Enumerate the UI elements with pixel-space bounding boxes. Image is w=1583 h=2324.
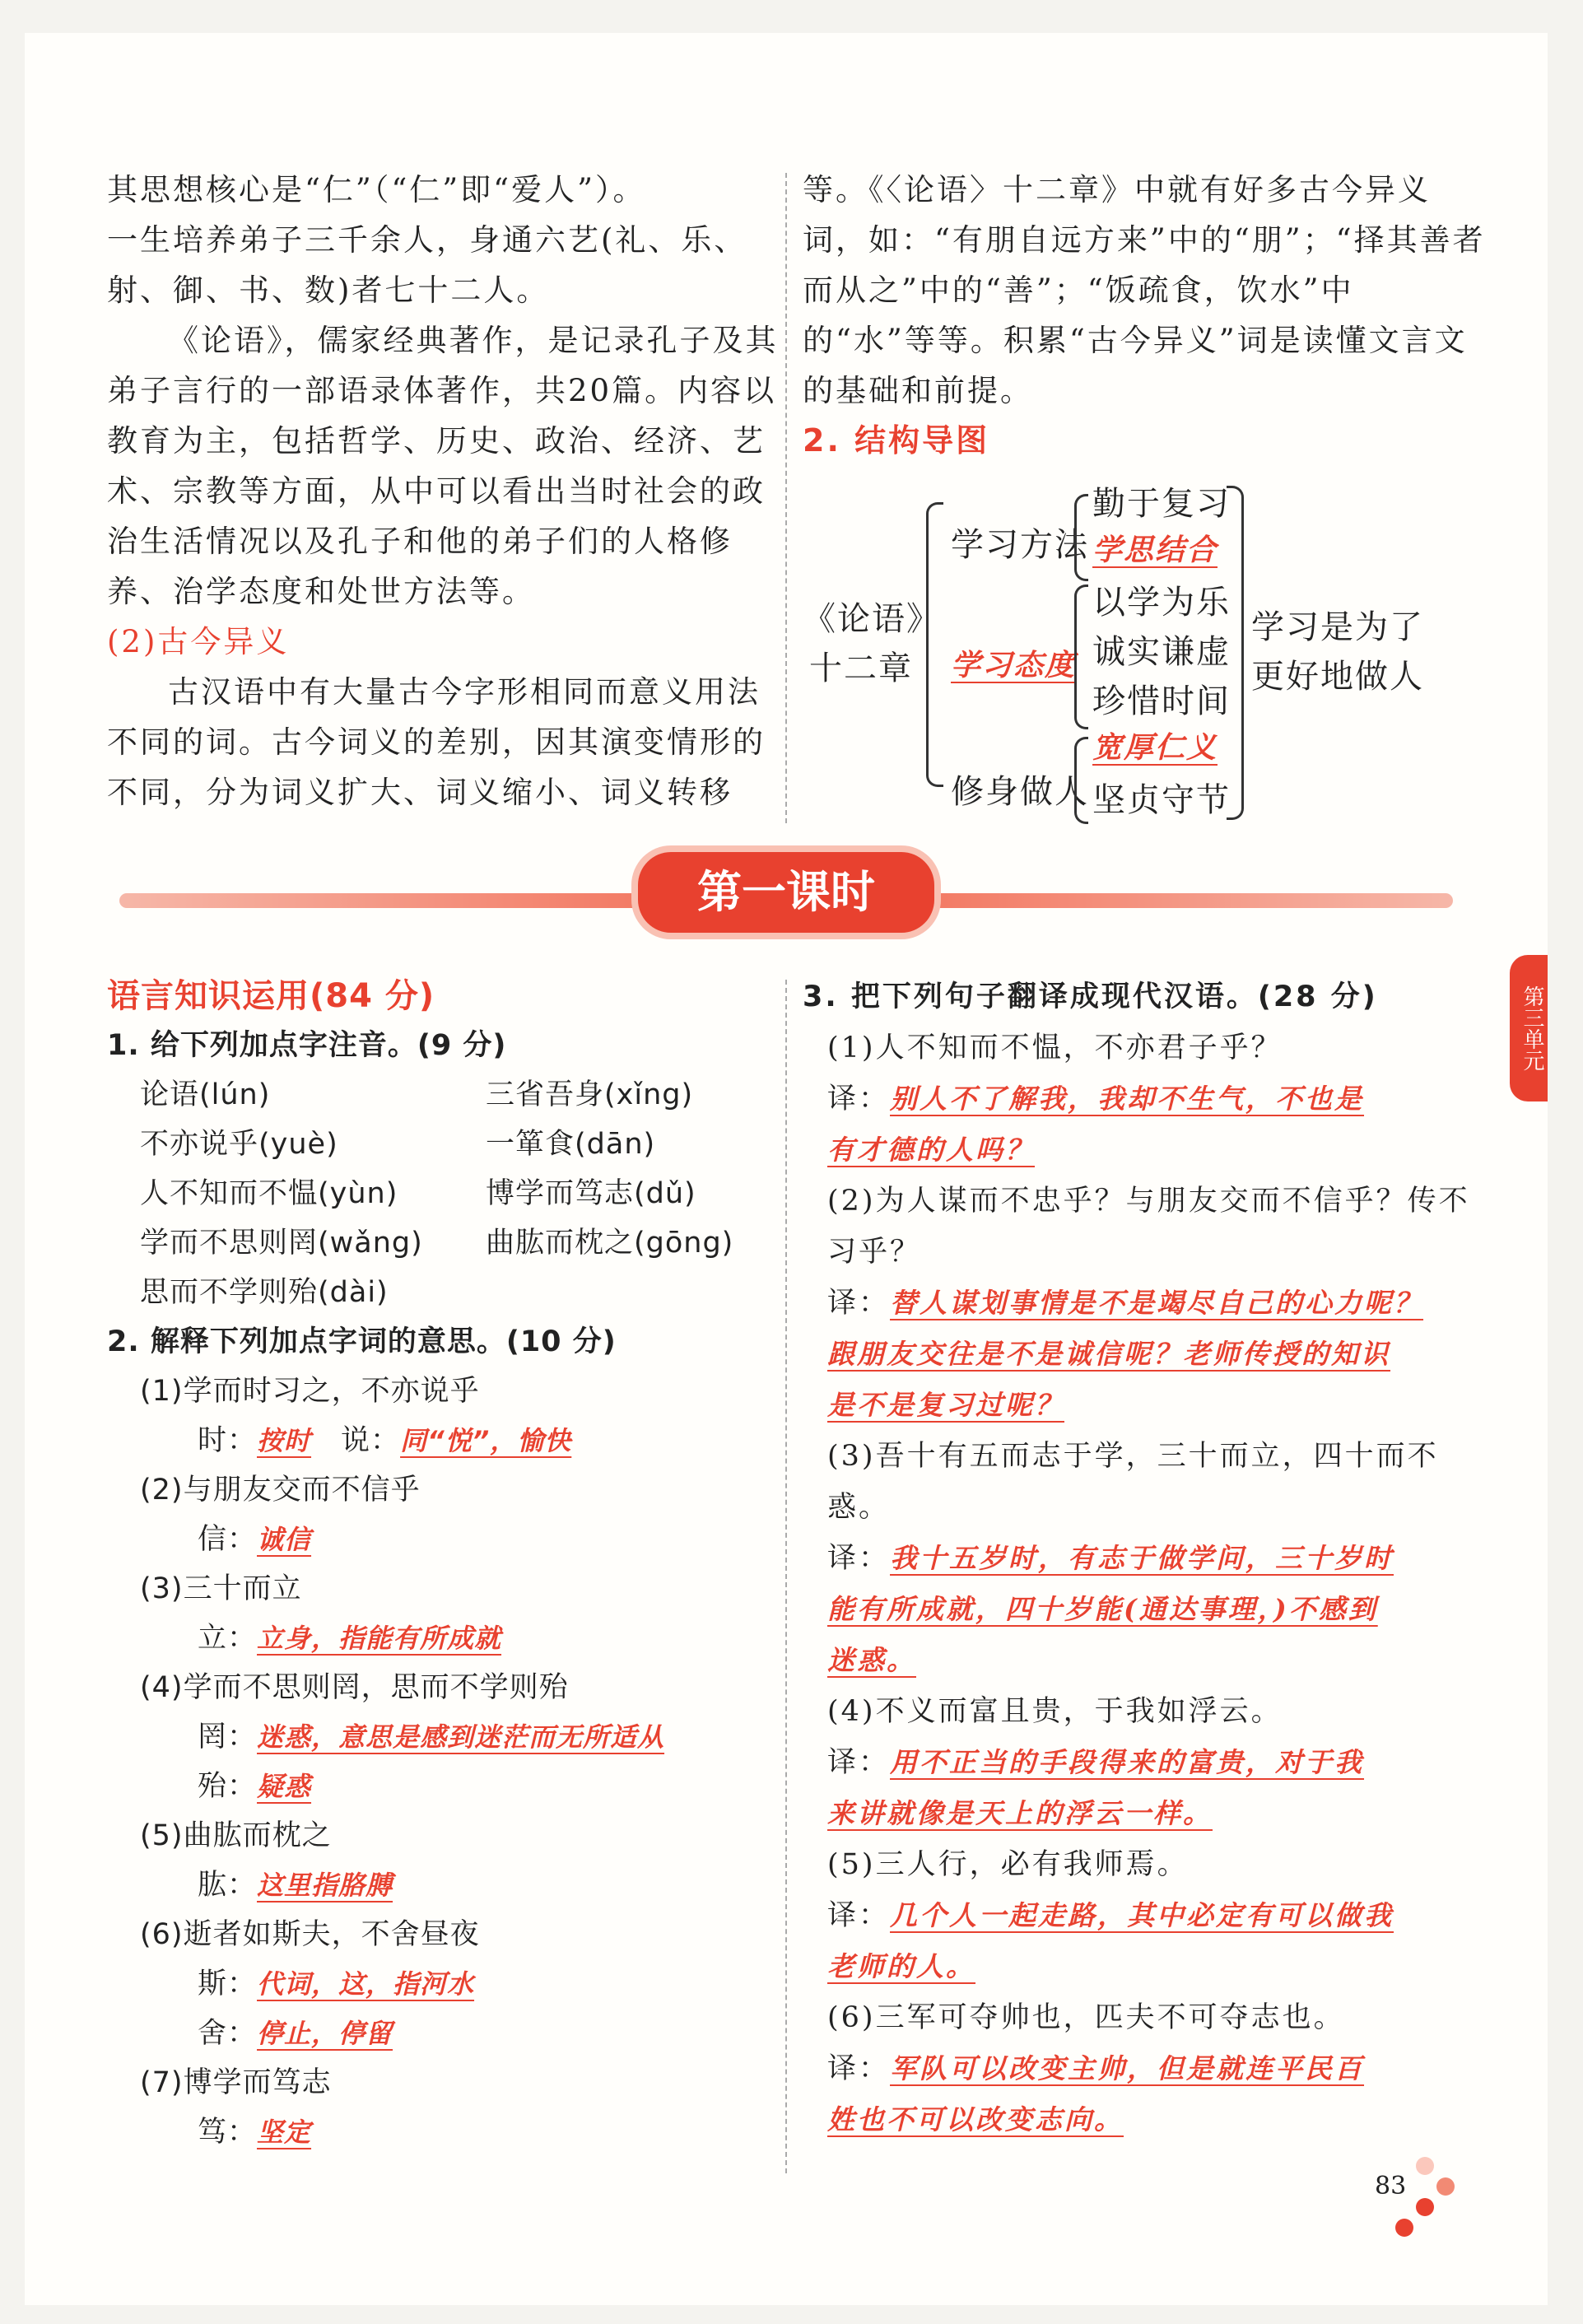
translation-label: 译： [827,2052,891,2085]
definition-answer-row [107,1614,782,1663]
pinyin-item: 论语(lún) [140,1078,271,1111]
map-item: 诚实谦虚 [1092,633,1231,671]
definition-answer-row [107,1416,782,1465]
text-line: 一生培养弟子三千余人，身通六艺(礼、乐、 [107,222,747,258]
text-line: 射、御、书、数)者七十二人。 [107,272,550,308]
brace-main [926,502,943,787]
definition-answer-row [107,1762,782,1811]
definition-question: (1)学而时习之，不亦说乎 [140,1375,480,1408]
translation-answer: 来讲就像是天上的浮云一样。 [827,1797,1213,1829]
definition-question: (7)博学而笃志 [140,2066,332,2099]
paragraph: 古汉语中有大量古今字形相同而意义用法不同的词。古今词义的差别，因其演变情形的不同，分为词义扩大、词义缩小、词义转移 [107,674,766,810]
section-heading: 语言知识运用(84 分) [107,977,435,1015]
definition-answer-row [107,2107,782,2157]
question-title: 3. 把下列句子翻译成现代汉语。(28 分) [803,980,1378,1013]
definition-question: (5)曲肱而枕之 [140,1819,332,1852]
definition-question: (2)与朋友交而不信乎 [140,1474,421,1507]
definition-question: (3)三十而立 [140,1572,302,1605]
section-heading: 2. 结构导图 [803,422,990,459]
translation-answer: 老师的人。 [827,1950,975,1982]
text-line: 其思想核心是“仁”（“仁”即“爱人”）。 [107,172,646,207]
translation-label: 译： [827,1899,891,1932]
definition-label: 立： [198,1622,258,1655]
translation-answer-line [803,1329,1486,1380]
pinyin-row [107,1218,782,1268]
decor-dot [1416,2157,1434,2175]
map-root-2: 十二章 [809,650,913,687]
structure-map [803,477,1494,823]
translation-answer-line [803,1125,1486,1176]
translation-label: 译： [827,1542,891,1575]
paragraph: 等。《〈论语〉十二章》中就有好多古今异义词，如：“有朋自远方来”中的“朋”；“择其善者而从之”中的“善”；“饭疏食，饮水”中的“水”等等。积累“古今异义”词是读懂文言文的基础和前提。 [803,172,1486,408]
definition-answer: 迷惑，意思是感到迷茫而无所适从 [257,1721,665,1753]
definition-answer: 停止，停留 [257,2018,393,2049]
map-item: 以学为乐 [1092,584,1231,622]
definition-answer: 同“悦”，愉快 [400,1425,572,1456]
translation-answer: 姓也不可以改变志向。 [827,2103,1124,2135]
textbook-page [25,33,1548,2305]
top-left-column [107,165,782,817]
pinyin-item: 不亦说乎(yuè) [140,1128,338,1161]
translation-list [803,1022,1486,2145]
definition-answer: 这里指胳膊 [257,1870,393,1901]
definition-label: 说： [341,1424,401,1457]
brace-1 [1074,494,1088,581]
definition-list [107,1367,782,2157]
pinyin-list [107,1070,782,1317]
map-branch-2: 学习态度 [951,648,1077,682]
definition-question: (4)学而不思则罔，思而不学则殆 [140,1671,569,1704]
pinyin-row [107,1120,782,1169]
translation-question: (2)为人谋而不忠乎？与朋友交而不信乎？传不习乎？ [827,1185,1470,1269]
translation-answer: 有才德的人吗？ [827,1134,1035,1166]
translation-answer-line [803,1788,1486,1839]
definition-answer: 坚定 [257,2117,312,2148]
unit-side-tab: 第三单元 [1510,955,1548,1101]
translation-question: (4)不义而富且贵，于我如浮云。 [827,1695,1283,1728]
pinyin-row [107,1169,782,1218]
translation-answer: 军队可以改变主帅，但是就连平民百 [890,2052,1365,2084]
translation-answer-line [803,1074,1486,1125]
pinyin-item: 博学而笃志(dǔ) [486,1177,696,1210]
translation-answer-line [803,1890,1486,1941]
map-branch-1: 学习方法 [951,526,1089,564]
translation-answer-line [803,2043,1486,2094]
definition-label: 笃： [198,2116,258,2149]
definition-answer-row [107,2009,782,2058]
lower-right-column [803,971,1486,2145]
translation-answer-line [803,1533,1486,1584]
definition-answer-row [107,1861,782,1910]
lesson-banner: 第一课时 [638,852,934,933]
translation-answer: 替人谋划事情是不是竭尽自己的心力呢？ [890,1287,1424,1319]
definition-label: 肱： [198,1869,258,1902]
definition-answer: 诚信 [257,1524,312,1555]
map-branch-3: 修身做人 [951,773,1089,811]
translation-answer: 几个人一起走路，其中必定有可以做我 [890,1899,1394,1931]
translation-answer-line [803,1737,1486,1788]
decor-dot [1416,2198,1434,2216]
spacer [311,1424,341,1457]
definition-label: 殆： [198,1770,258,1803]
definition-label: 罔： [198,1721,258,1753]
translation-answer: 用不正当的手段得来的富贵，对于我 [890,1746,1365,1778]
translation-answer: 迷惑。 [827,1644,916,1676]
map-root: 《论语》 [803,600,941,638]
translation-answer: 能有所成就，四十岁能(通达事理，)不感到 [827,1593,1378,1625]
translation-answer: 别人不了解我，我却不生气，不也是 [890,1083,1365,1115]
column-divider [785,173,787,823]
translation-question: (1)人不知而不愠，不亦君子乎？ [827,1032,1283,1064]
definition-answer-row [107,1515,782,1564]
brace-right [1227,486,1244,820]
map-item: 勤于复习 [1092,485,1231,523]
definition-answer: 代词，这，指河水 [257,1968,475,2000]
definition-answer: 疑惑 [257,1771,312,1802]
pinyin-item: 曲肱而枕之(gōng) [486,1227,734,1260]
pinyin-row [107,1070,782,1120]
translation-question: (6)三军可夺帅也，匹夫不可夺志也。 [827,2001,1345,2034]
paragraph: 《论语》，儒家经典著作，是记录孔子及其弟子言行的一部语录体著作，共20篇。内容以教育为主，包括哲学、历史、政治、经济、艺术、宗教等方面，从中可以看出当时社会的政治生活情况以及孔子和他的弟子们的人格修养、治学态度和处世方法等。 [107,323,779,609]
translation-label: 译： [827,1746,891,1779]
subheading: (2)古今异义 [107,624,290,659]
top-right-column [803,165,1486,466]
column-divider [785,980,787,2173]
pinyin-item: 三省吾身(xǐng) [486,1078,694,1111]
question-title: 2. 解释下列加点字词的意思。(10 分) [107,1325,617,1358]
map-conclusion-2: 更好地做人 [1251,658,1424,696]
translation-question: (5)三人行，必有我师焉。 [827,1848,1189,1881]
pinyin-item: 一箪食(dān) [486,1128,656,1161]
pinyin-item: 思而不学则殆(dài) [140,1276,389,1309]
decor-dot [1436,2177,1455,2196]
translation-answer: 我十五岁时，有志于做学问，三十岁时 [890,1542,1394,1574]
page-number: 83 [1375,2172,1407,2201]
translation-answer-line [803,1941,1486,1992]
definition-label: 斯： [198,1968,258,2000]
definition-label: 信： [198,1523,258,1556]
translation-answer-line [803,1278,1486,1329]
pinyin-item: 学而不思则罔(wǎng) [140,1227,423,1260]
translation-answer: 是不是复习过呢？ [827,1389,1064,1421]
question-title: 1. 给下列加点字注音。(9 分) [107,1029,507,1062]
map-item-answer: 学思结合 [1092,533,1218,567]
definition-question: (6)逝者如斯夫，不舍昼夜 [140,1918,480,1951]
definition-label: 时： [198,1424,258,1457]
map-item: 坚贞守节 [1092,781,1231,819]
definition-answer: 立身，指能有所成就 [257,1623,502,1654]
definition-answer: 按时 [257,1425,312,1456]
brace-3 [1074,737,1088,824]
map-item-answer: 宽厚仁义 [1092,730,1218,765]
definition-answer-row [107,1959,782,2009]
map-conclusion: 学习是为了 [1251,608,1424,646]
brace-2 [1074,584,1088,729]
translation-answer-line [803,1635,1486,1686]
decor-dot [1395,2219,1413,2237]
translation-label: 译： [827,1287,891,1320]
translation-answer-line [803,2094,1486,2145]
map-item: 珍惜时间 [1092,682,1231,720]
translation-answer: 跟朋友交往是不是诚信呢？老师传授的知识 [827,1338,1390,1370]
pinyin-item: 人不知而不愠(yùn) [140,1177,398,1210]
lower-left-column [107,971,782,2157]
translation-answer-line [803,1584,1486,1635]
translation-label: 译： [827,1083,891,1115]
translation-answer-line [803,1380,1486,1431]
pinyin-row [107,1268,782,1317]
translation-question: (3)吾十有五而志于学，三十而立，四十而不惑。 [827,1440,1439,1524]
definition-answer-row [107,1712,782,1762]
definition-label: 舍： [198,2017,258,2050]
